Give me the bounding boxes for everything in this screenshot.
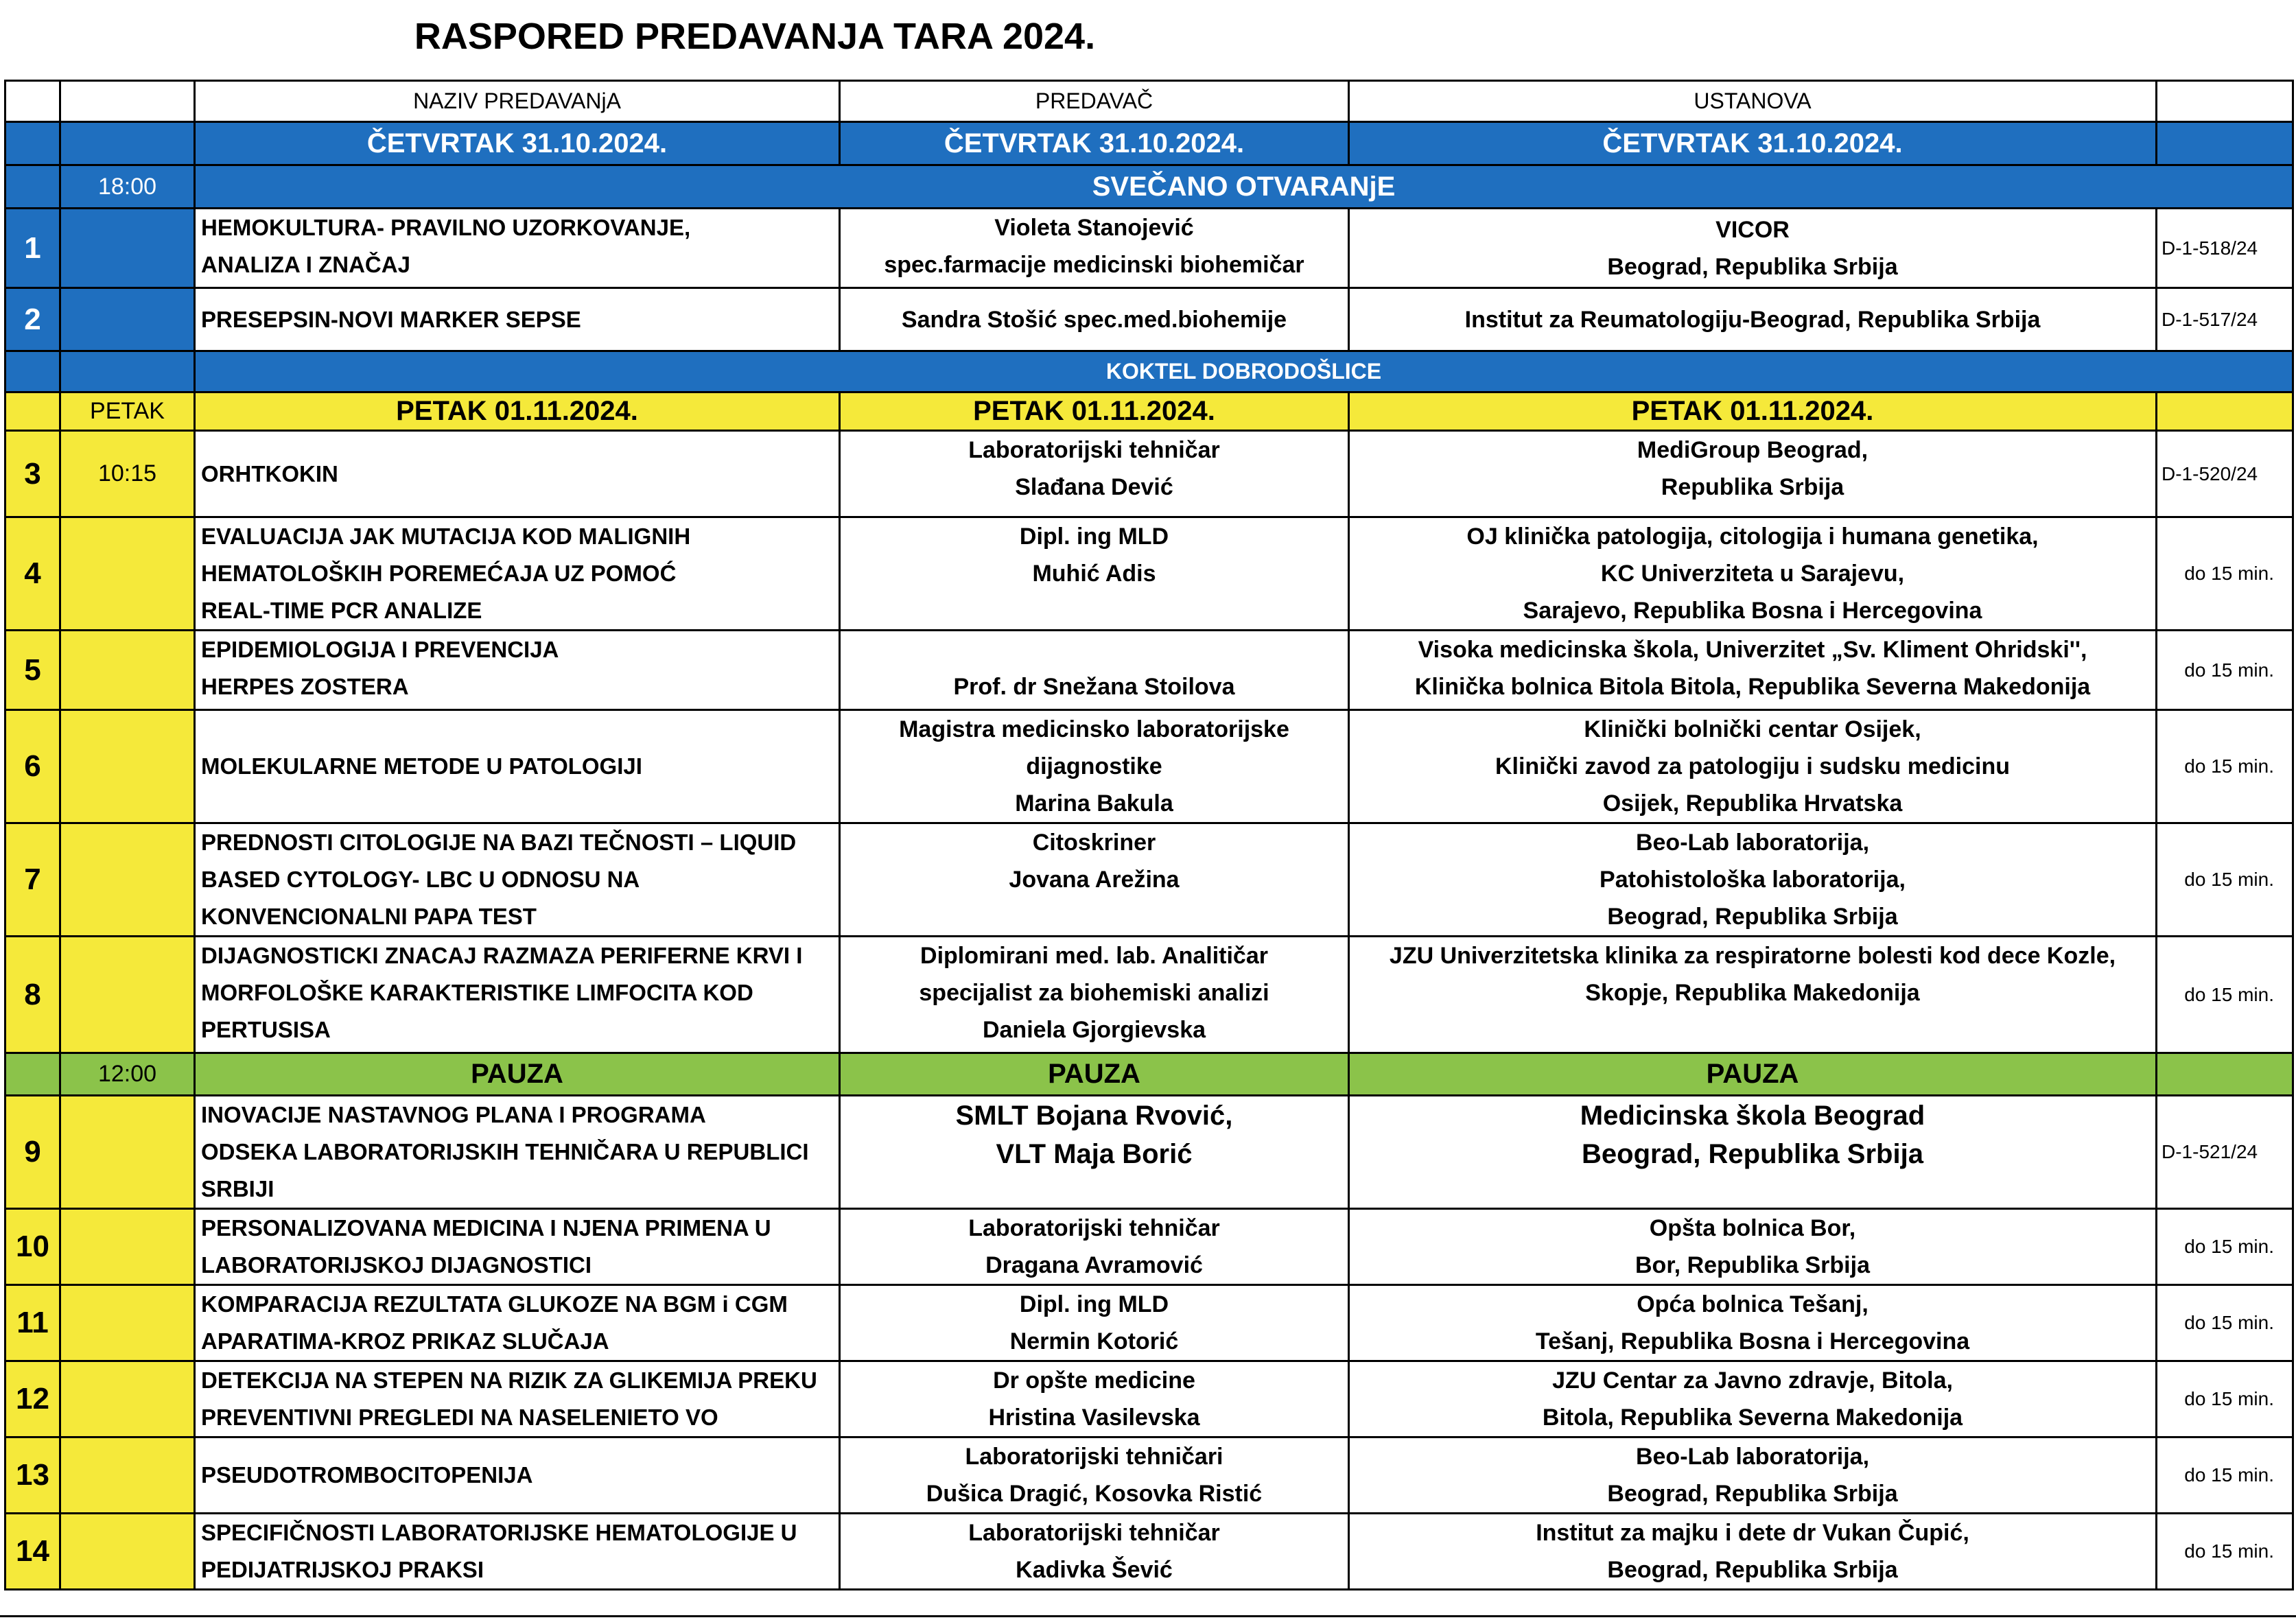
- lecture-title-line: SPECIFIČNOSTI LABORATORIJSKE HEMATOLOGIJE U: [201, 1520, 797, 1545]
- institution: [1349, 1514, 2157, 1590]
- lecture-title: [195, 1096, 840, 1209]
- cocktail-row: [5, 351, 2293, 392]
- lecturer-line: Hristina Vasilevska: [988, 1405, 1200, 1431]
- lecturer: [840, 937, 1349, 1053]
- lecture-title-line: ORHTKOKIN: [201, 460, 338, 486]
- institution-line: MediGroup Beograd,: [1637, 437, 1869, 463]
- institution: [1349, 1209, 2157, 1285]
- lecturer-line: Dipl. ing MLD: [1019, 524, 1169, 550]
- institution-line: Opća bolnica Tešanj,: [1637, 1291, 1869, 1317]
- thursday-empty-code: [2157, 122, 2293, 165]
- lecturer-line: Jovana Arežina: [1009, 867, 1180, 893]
- lecture-number: 9: [5, 1096, 60, 1209]
- lecture-number: 5: [5, 631, 60, 710]
- lecturer-line: dijagnostike: [1026, 753, 1162, 779]
- institution-line: Bitola, Republika Severna Makedonija: [1542, 1405, 1963, 1431]
- lecture-title-line: MOLEKULARNE METODE U PATOLOGIJI: [201, 753, 642, 779]
- institution-line: Skopje, Republika Makedonija: [1585, 980, 1920, 1006]
- institution-line: JZU Univerzitetska klinika za respiratorne bolesti kod dece Kozle,: [1389, 943, 2116, 969]
- lecture-time-cell: [60, 1361, 195, 1437]
- institution-line: Beograd, Republika Srbija: [1607, 1557, 1898, 1583]
- pause-time: 12:00: [60, 1053, 195, 1096]
- institution-line: Beograd, Republika Srbija: [1582, 1139, 1923, 1169]
- lecture-row: [5, 1209, 2293, 1285]
- lecturer-line: Violeta Stanojević: [994, 215, 1194, 241]
- institution-line: Institut za majku i dete dr Vukan Čupić,: [1536, 1520, 1969, 1546]
- institution-line: Patohistološka laboratorija,: [1600, 867, 1906, 893]
- lecture-title: [195, 631, 840, 710]
- lecture-duration: do 15 min.: [2157, 1209, 2293, 1285]
- institution-line: Beograd, Republika Srbija: [1607, 253, 1898, 280]
- institution-line: Visoka medicinska škola, Univerzitet „Sv. Kliment Ohridski'',: [1418, 637, 2087, 663]
- lecture-title-line: PSEUDOTROMBOCITOPENIJA: [201, 1462, 533, 1488]
- lecturer-line: Sandra Stošić spec.med.biohemije: [901, 306, 1287, 333]
- institution: [1349, 288, 2157, 351]
- lecture-code: D-1-518/24: [2157, 209, 2293, 288]
- lecture-title-line: PREVENTIVNI PREGLEDI NA NASELENIETO VO: [201, 1405, 718, 1430]
- lecture-title: [195, 209, 840, 288]
- thursday-empty-num: [5, 122, 60, 165]
- thursday-date-row: [5, 122, 2293, 165]
- lecture-title: [195, 710, 840, 823]
- lecture-title-line: ODSEKA LABORATORIJSKIH TEHNIČARA U REPUBLICI: [201, 1139, 809, 1164]
- friday-date-row: [5, 392, 2293, 431]
- institution-line: Beo-Lab laboratorija,: [1635, 830, 1870, 856]
- lecture-duration: do 15 min.: [2157, 937, 2293, 1053]
- institution-line: Tešanj, Republika Bosna i Hercegovina: [1535, 1328, 1970, 1354]
- thursday-date-institution: ČETVRTAK 31.10.2024.: [1349, 122, 2157, 165]
- opening-empty-num: [5, 165, 60, 209]
- lecture-number: 4: [5, 517, 60, 631]
- opening-label: SVEČANO OTVARANjE: [195, 165, 2293, 209]
- institution-line: Bor, Republika Srbija: [1635, 1252, 1870, 1278]
- header-title: NAZIV PREDAVANjA: [195, 81, 840, 122]
- lecture-row: [5, 1285, 2293, 1361]
- lecture-title-line: MORFOLOŠKE KARAKTERISTIKE LIMFOCITA KOD: [201, 980, 753, 1005]
- lecturer: [840, 631, 1349, 710]
- lecture-time-cell: [60, 710, 195, 823]
- lecturer: [840, 431, 1349, 517]
- lecture-title-line: DIJAGNOSTICKI ZNACAJ RAZMAZA PERIFERNE KRVI I: [201, 943, 803, 968]
- lecturer-line: Magistra medicinsko laboratorijske: [899, 716, 1289, 742]
- institution: [1349, 431, 2157, 517]
- cocktail-empty-time: [60, 351, 195, 392]
- friday-date-title: PETAK 01.11.2024.: [195, 392, 840, 431]
- institution-line: Medicinska škola Beograd: [1580, 1101, 1925, 1131]
- lecture-time-cell: [60, 1285, 195, 1361]
- lecture-number: 11: [5, 1285, 60, 1361]
- lecturer: [840, 1514, 1349, 1590]
- opening-time: 18:00: [60, 165, 195, 209]
- friday-day-short: PETAK: [60, 392, 195, 431]
- lecturer-line: Dušica Dragić, Kosovka Ristić: [926, 1481, 1263, 1507]
- institution: [1349, 710, 2157, 823]
- lecture-time-cell: [60, 1096, 195, 1209]
- lecturer: [840, 1361, 1349, 1437]
- opening-row: [5, 165, 2293, 209]
- lecture-time-cell: [60, 288, 195, 351]
- institution-line: Institut za Reumatologiju-Beograd, Republika Srbija: [1464, 306, 2041, 333]
- cocktail-empty-num: [5, 351, 60, 392]
- lecture-time-cell: [60, 937, 195, 1053]
- friday-date-lecturer: PETAK 01.11.2024.: [840, 392, 1349, 431]
- lecture-title-line: KONVENCIONALNI PAPA TEST: [201, 904, 537, 929]
- lecture-title: [195, 431, 840, 517]
- lecture-row: [5, 1437, 2293, 1514]
- pause-label-institution: PAUZA: [1349, 1053, 2157, 1096]
- lecturer-line: Dipl. ing MLD: [1019, 1291, 1169, 1317]
- lecture-number: 14: [5, 1514, 60, 1590]
- lecture-title-line: PREDNOSTI CITOLOGIJE NA BAZI TEČNOSTI – LIQUID: [201, 830, 797, 855]
- lecture-duration: do 15 min.: [2157, 517, 2293, 631]
- lecture-title-line: REAL-TIME PCR ANALIZE: [201, 598, 482, 623]
- institution-line: Osijek, Republika Hrvatska: [1602, 790, 1903, 817]
- lecturer-line: Laboratorijski tehničar: [968, 437, 1220, 463]
- lecture-title-line: KOMPARACIJA REZULTATA GLUKOZE NA BGM i CGM: [201, 1291, 788, 1317]
- lecturer-line: Laboratorijski tehničar: [968, 1520, 1220, 1546]
- header-lecturer: PREDAVAČ: [840, 81, 1349, 122]
- lecture-time-cell: [60, 517, 195, 631]
- friday-empty-code: [2157, 392, 2293, 431]
- lecturer: [840, 710, 1349, 823]
- schedule-body: [5, 81, 2293, 1590]
- lecture-title-line: BASED CYTOLOGY- LBC U ODNOSU NA: [201, 867, 640, 892]
- institution-line: Republika Srbija: [1661, 474, 1844, 500]
- lecture-code: D-1-520/24: [2157, 431, 2293, 517]
- lecturer-line: Nermin Kotorić: [1009, 1328, 1179, 1354]
- lecture-title-line: PEDIJATRIJSKOJ PRAKSI: [201, 1557, 484, 1582]
- pause-label-lecturer: PAUZA: [840, 1053, 1349, 1096]
- institution: [1349, 209, 2157, 288]
- lecture-number: 10: [5, 1209, 60, 1285]
- institution: [1349, 1285, 2157, 1361]
- lecture-title-line: HEMOKULTURA- PRAVILNO UZORKOVANJE,: [201, 215, 691, 240]
- institution: [1349, 937, 2157, 1053]
- lecturer: [840, 1096, 1349, 1209]
- institution: [1349, 517, 2157, 631]
- lecture-row: [5, 937, 2293, 1053]
- lecture-title-line: SRBIJI: [201, 1176, 274, 1201]
- lecturer-line: Dr opšte medicine: [993, 1367, 1195, 1394]
- lecture-number: 2: [5, 288, 60, 351]
- lecturer: [840, 1285, 1349, 1361]
- lecture-time-cell: [60, 631, 195, 710]
- lecture-title: [195, 1514, 840, 1590]
- lecture-title: [195, 1209, 840, 1285]
- lecturer-line: Prof. dr Snežana Stoilova: [953, 674, 1235, 700]
- lecturer: [840, 1437, 1349, 1514]
- lecture-duration: do 15 min.: [2157, 710, 2293, 823]
- lecturer-line: Dragana Avramović: [985, 1252, 1203, 1278]
- lecture-number: 3: [5, 431, 60, 517]
- thursday-empty-time: [60, 122, 195, 165]
- lecture-title: [195, 1437, 840, 1514]
- lecture-title: [195, 288, 840, 351]
- lecture-row: [5, 710, 2293, 823]
- lecture-title-line: HERPES ZOSTERA: [201, 674, 409, 699]
- institution-line: Klinički bolnički centar Osijek,: [1584, 716, 1921, 742]
- lecture-code: D-1-521/24: [2157, 1096, 2293, 1209]
- lecture-title: [195, 823, 840, 937]
- lecture-title-line: HEMATOLOŠKIH POREMEĆAJA UZ POMOĆ: [201, 561, 677, 586]
- lecture-title-line: LABORATORIJSKOJ DIJAGNOSTICI: [201, 1252, 592, 1278]
- institution-line: KC Univerziteta u Sarajevu,: [1600, 561, 1905, 587]
- lecturer-line: VLT Maja Borić: [996, 1139, 1193, 1169]
- lecture-number: 13: [5, 1437, 60, 1514]
- lecture-title-line: INOVACIJE NASTAVNOG PLANA I PROGRAMA: [201, 1102, 706, 1127]
- lecture-duration: do 15 min.: [2157, 1437, 2293, 1514]
- lecturer-line: Laboratorijski tehničar: [968, 1215, 1220, 1241]
- lecture-title: [195, 1361, 840, 1437]
- lecture-time-cell: [60, 1437, 195, 1514]
- lecture-time-cell: [60, 1514, 195, 1590]
- lecture-row: [5, 823, 2293, 937]
- lecture-duration: do 15 min.: [2157, 1285, 2293, 1361]
- lecture-row: [5, 631, 2293, 710]
- schedule-table: [4, 80, 2294, 1590]
- header-empty-time: [60, 81, 195, 122]
- lecture-row: [5, 1096, 2293, 1209]
- lecture-row: [5, 1514, 2293, 1590]
- pause-empty-num: [5, 1053, 60, 1096]
- lecture-title-line: EPIDEMIOLOGIJA I PREVENCIJA: [201, 637, 559, 662]
- lecture-number: 6: [5, 710, 60, 823]
- header-empty-num: [5, 81, 60, 122]
- lecture-duration: do 15 min.: [2157, 1514, 2293, 1590]
- lecture-time-cell: [60, 1209, 195, 1285]
- institution-line: Beo-Lab laboratorija,: [1635, 1444, 1870, 1470]
- lecture-row: [5, 288, 2293, 351]
- lecturer-line: spec.farmacije medicinski biohemičar: [884, 252, 1304, 278]
- lecture-code: D-1-517/24: [2157, 288, 2293, 351]
- thursday-date-title: ČETVRTAK 31.10.2024.: [195, 122, 840, 165]
- institution-line: Sarajevo, Republika Bosna i Hercegovina: [1523, 598, 1982, 624]
- lecturer-line: [846, 631, 1342, 668]
- lecture-title-line: APARATIMA-KROZ PRIKAZ SLUČAJA: [201, 1328, 609, 1354]
- lecture-number: 1: [5, 209, 60, 288]
- lecturer: [840, 209, 1349, 288]
- lecture-row: [5, 1361, 2293, 1437]
- lecturer-line: Laboratorijski tehničari: [965, 1444, 1223, 1470]
- header-empty-code: [2157, 81, 2293, 122]
- lecturer-line: SMLT Bojana Rvović,: [955, 1101, 1233, 1131]
- lecturer-line: Citoskriner: [1032, 830, 1156, 856]
- lecture-time-cell: [60, 823, 195, 937]
- institution: [1349, 823, 2157, 937]
- lecture-title: [195, 937, 840, 1053]
- lecture-duration: do 15 min.: [2157, 631, 2293, 710]
- lecture-number: 7: [5, 823, 60, 937]
- lecturer: [840, 517, 1349, 631]
- institution-line: Beograd, Republika Srbija: [1607, 1481, 1898, 1507]
- lecture-row: [5, 431, 2293, 517]
- lecture-title-line: PERSONALIZOVANA MEDICINA I NJENA PRIMENA U: [201, 1215, 771, 1241]
- lecture-title-line: DETEKCIJA NA STEPEN NA RIZIK ZA GLIKEMIJA PREKU: [201, 1367, 817, 1393]
- lecture-title-line: PERTUSISA: [201, 1017, 331, 1042]
- pause-empty-code: [2157, 1053, 2293, 1096]
- page-title: RASPORED PREDAVANJA TARA 2024.: [414, 16, 1096, 57]
- lecturer-line: specijalist za biohemiski analizi: [919, 980, 1269, 1006]
- lecture-row: [5, 209, 2293, 288]
- lecturer: [840, 823, 1349, 937]
- lecture-title: [195, 517, 840, 631]
- lecture-duration: do 15 min.: [2157, 1361, 2293, 1437]
- header-institution: USTANOVA: [1349, 81, 2157, 122]
- institution-line: VICOR: [1715, 216, 1790, 243]
- institution-line: Opšta bolnica Bor,: [1649, 1215, 1856, 1241]
- cocktail-label: KOKTEL DOBRODOŠLICE: [195, 351, 2293, 392]
- institution: [1349, 1437, 2157, 1514]
- institution-line: JZU Centar za Javno zdravje, Bitola,: [1552, 1367, 1953, 1394]
- institution-line: Beograd, Republika Srbija: [1607, 904, 1898, 930]
- friday-empty-num: [5, 392, 60, 431]
- column-header-row: [5, 81, 2293, 122]
- lecturer-line: Daniela Gjorgievska: [982, 1017, 1206, 1043]
- lecturer-line: Muhić Adis: [1032, 561, 1156, 587]
- lecture-number: 8: [5, 937, 60, 1053]
- pause-label-title: PAUZA: [195, 1053, 840, 1096]
- lecturer-line: Marina Bakula: [1015, 790, 1173, 817]
- institution-line: OJ klinička patologija, citologija i humana genetika,: [1466, 524, 2039, 550]
- lecture-number: 12: [5, 1361, 60, 1437]
- pause-row: [5, 1053, 2293, 1096]
- lecture-title: [195, 1285, 840, 1361]
- lecture-row: [5, 517, 2293, 631]
- institution-line: Klinički zavod za patologiju i sudsku medicinu: [1495, 753, 2010, 779]
- institution: [1349, 1096, 2157, 1209]
- lecture-title-line: PRESEPSIN-NOVI MARKER SEPSE: [201, 306, 581, 332]
- lecturer: [840, 288, 1349, 351]
- friday-date-institution: PETAK 01.11.2024.: [1349, 392, 2157, 431]
- institution: [1349, 631, 2157, 710]
- lecture-title-line: EVALUACIJA JAK MUTACIJA KOD MALIGNIH: [201, 524, 691, 549]
- lecture-time: 10:15: [60, 431, 195, 517]
- lecturer-line: Diplomirani med. lab. Analitičar: [920, 943, 1268, 969]
- lecturer: [840, 1209, 1349, 1285]
- thursday-date-lecturer: ČETVRTAK 31.10.2024.: [840, 122, 1349, 165]
- lecture-title-line: ANALIZA I ZNAČAJ: [201, 252, 410, 277]
- lecture-time-cell: [60, 209, 195, 288]
- lecturer-line: Slađana Dević: [1015, 474, 1173, 500]
- institution-line: Klinička bolnica Bitola Bitola, Republika Severna Makedonija: [1414, 674, 2091, 700]
- lecture-duration: do 15 min.: [2157, 823, 2293, 937]
- institution: [1349, 1361, 2157, 1437]
- bottom-divider: [0, 1615, 2296, 1617]
- lecturer-line: Kadivka Šević: [1016, 1557, 1173, 1583]
